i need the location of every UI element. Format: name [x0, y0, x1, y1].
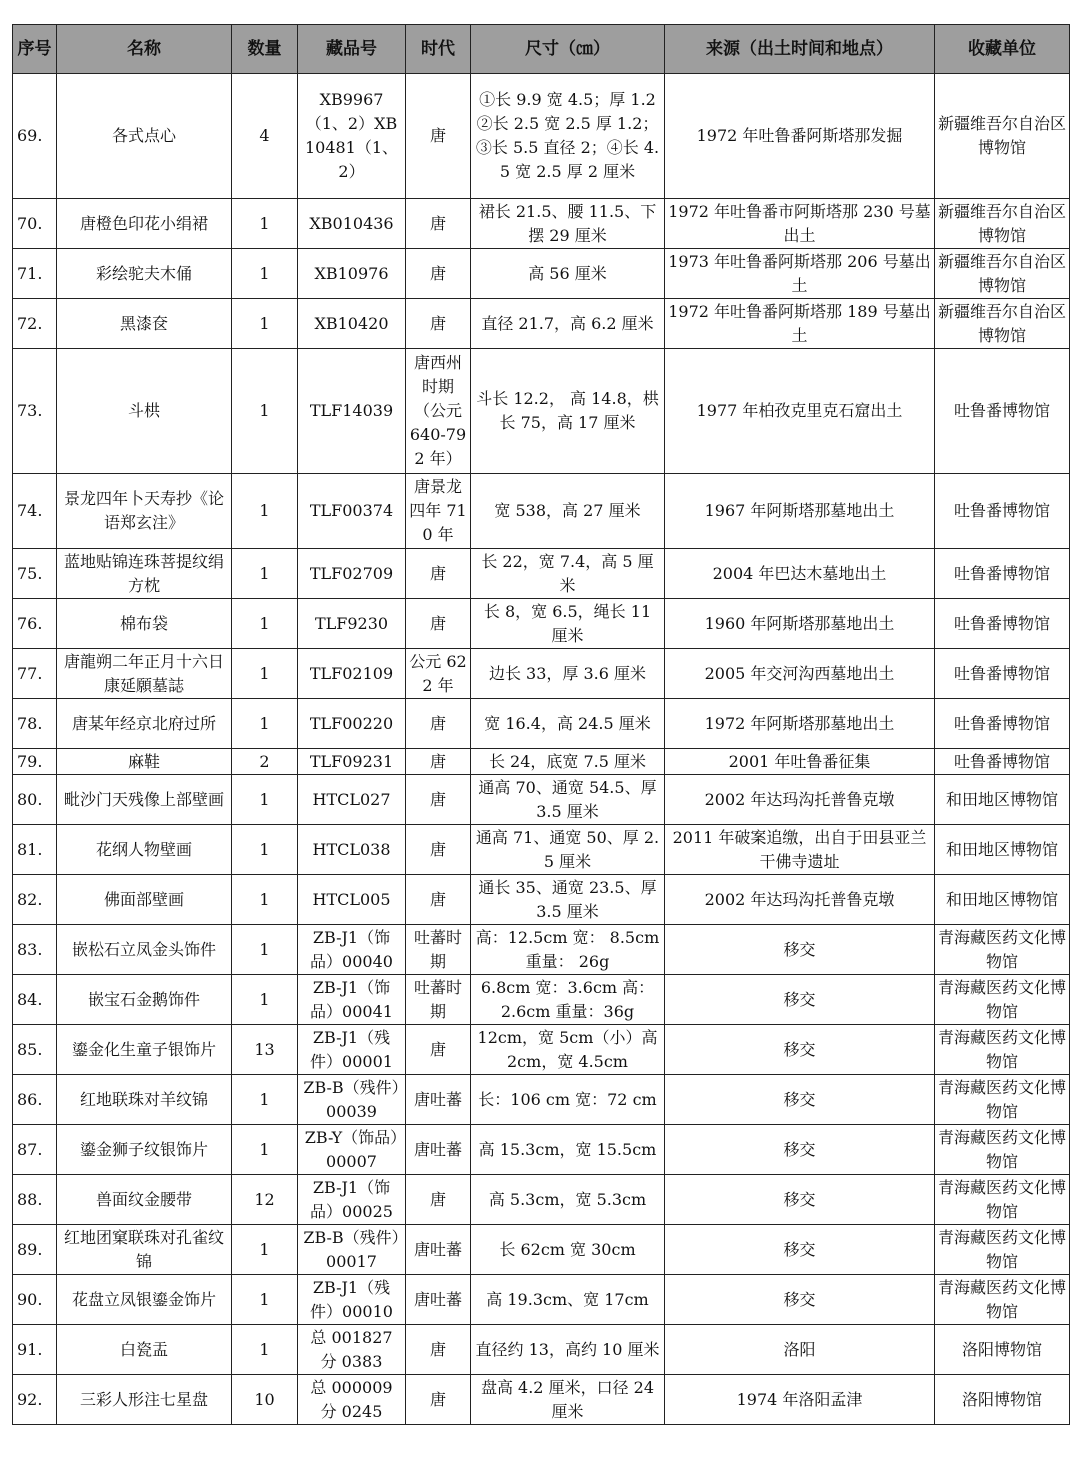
cell-era: 唐 — [406, 825, 471, 875]
table-row — [13, 875, 1070, 925]
cell-source: 1967 年阿斯塔那墓地出土 — [665, 474, 935, 549]
cell-id: HTCL027 — [298, 775, 406, 825]
cell-source: 移交 — [665, 1175, 935, 1225]
col-source-header: 来源（出土时间和地点） — [665, 25, 935, 74]
cell-seq: 81. — [13, 825, 57, 875]
cell-id: TLF09231 — [298, 749, 406, 775]
cell-unit: 吐鲁番博物馆 — [935, 474, 1070, 549]
cell-seq: 89. — [13, 1225, 57, 1275]
cell-source: 1972 年吐鲁番阿斯塔那 189 号墓出土 — [665, 299, 935, 349]
cell-id: XB10976 — [298, 249, 406, 299]
cell-qty: 10 — [232, 1375, 298, 1425]
cell-source: 移交 — [665, 975, 935, 1025]
cell-source: 移交 — [665, 1075, 935, 1125]
cell-unit: 青海藏医药文化博物馆 — [935, 1225, 1070, 1275]
cell-size: 12cm，宽 5cm（小）高 2cm，宽 4.5cm — [471, 1025, 665, 1075]
cell-id: XB010436 — [298, 199, 406, 249]
cell-id: TLF00374 — [298, 474, 406, 549]
cell-id: TLF14039 — [298, 349, 406, 474]
cell-source: 2002 年达玛沟托普鲁克墩 — [665, 875, 935, 925]
cell-name: 唐龍朔二年正月十六日康延願墓誌 — [57, 649, 232, 699]
cell-seq: 72. — [13, 299, 57, 349]
cell-id: TLF02109 — [298, 649, 406, 699]
cell-id: XB9967（1、2）XB10481（1、2） — [298, 74, 406, 199]
table-row — [13, 1175, 1070, 1225]
col-name-header: 名称 — [57, 25, 232, 74]
table-row — [13, 249, 1070, 299]
col-era-header: 时代 — [406, 25, 471, 74]
table-row — [13, 349, 1070, 474]
cell-unit: 吐鲁番博物馆 — [935, 349, 1070, 474]
cell-unit: 和田地区博物馆 — [935, 775, 1070, 825]
table-row — [13, 1025, 1070, 1075]
table-row — [13, 1075, 1070, 1125]
cell-qty: 1 — [232, 649, 298, 699]
cell-qty: 1 — [232, 299, 298, 349]
cell-era: 唐 — [406, 699, 471, 749]
cell-unit: 新疆维吾尔自治区博物馆 — [935, 249, 1070, 299]
cell-qty: 1 — [232, 699, 298, 749]
cell-size: 长 22，宽 7.4，高 5 厘米 — [471, 549, 665, 599]
cell-seq: 73. — [13, 349, 57, 474]
cell-name: 蓝地贴锦连珠菩提纹绢方枕 — [57, 549, 232, 599]
cell-source: 移交 — [665, 1275, 935, 1325]
cell-id: ZB-J1（饰品）00041 — [298, 975, 406, 1025]
table-row — [13, 749, 1070, 775]
table-row — [13, 599, 1070, 649]
table-row — [13, 474, 1070, 549]
cell-seq: 88. — [13, 1175, 57, 1225]
cell-size: 长：106 cm 宽：72 cm — [471, 1075, 665, 1125]
cell-id: 总 000009 分 0245 — [298, 1375, 406, 1425]
cell-name: 佛面部壁画 — [57, 875, 232, 925]
cell-era: 唐 — [406, 199, 471, 249]
cell-unit: 和田地区博物馆 — [935, 875, 1070, 925]
cell-source: 1973 年吐鲁番阿斯塔那 206 号墓出土 — [665, 249, 935, 299]
cell-seq: 70. — [13, 199, 57, 249]
cell-qty: 13 — [232, 1025, 298, 1075]
cell-unit: 吐鲁番博物馆 — [935, 749, 1070, 775]
cell-id: ZB-J1（残件）00001 — [298, 1025, 406, 1075]
cell-name: 彩绘驼夫木俑 — [57, 249, 232, 299]
cell-era: 唐景龙四年 710 年 — [406, 474, 471, 549]
cell-source: 2002 年达玛沟托普鲁克墩 — [665, 775, 935, 825]
cell-id: XB10420 — [298, 299, 406, 349]
cell-qty: 1 — [232, 549, 298, 599]
cell-name: 鎏金化生童子银饰片 — [57, 1025, 232, 1075]
cell-size: 裙长 21.5、腰 11.5、下摆 29 厘米 — [471, 199, 665, 249]
cell-era: 唐 — [406, 875, 471, 925]
cell-seq: 78. — [13, 699, 57, 749]
cell-seq: 74. — [13, 474, 57, 549]
cell-id: ZB-Y（饰品）00007 — [298, 1125, 406, 1175]
table-row — [13, 1225, 1070, 1275]
cell-qty: 1 — [232, 975, 298, 1025]
cell-name: 嵌宝石金鹅饰件 — [57, 975, 232, 1025]
cell-seq: 80. — [13, 775, 57, 825]
cell-source: 2004 年巴达木墓地出土 — [665, 549, 935, 599]
cell-source: 1972 年吐鲁番阿斯塔那发掘 — [665, 74, 935, 199]
cell-id: TLF9230 — [298, 599, 406, 649]
cell-unit: 和田地区博物馆 — [935, 825, 1070, 875]
cell-era: 唐 — [406, 1325, 471, 1375]
cell-size: 直径约 13，高约 10 厘米 — [471, 1325, 665, 1375]
cell-name: 嵌松石立凤金头饰件 — [57, 925, 232, 975]
table-row — [13, 1325, 1070, 1375]
cell-unit: 青海藏医药文化博物馆 — [935, 925, 1070, 975]
cell-name: 各式点心 — [57, 74, 232, 199]
cell-size: 长 8，宽 6.5，绳长 11 厘米 — [471, 599, 665, 649]
cell-qty: 1 — [232, 1075, 298, 1125]
cell-source: 移交 — [665, 1025, 935, 1075]
cell-name: 花盘立凤银鎏金饰片 — [57, 1275, 232, 1325]
cell-seq: 85. — [13, 1025, 57, 1075]
cell-id: ZB-J1（饰品）00040 — [298, 925, 406, 975]
cell-size: 斗长 12.2， 高 14.8，栱长 75，高 17 厘米 — [471, 349, 665, 474]
cell-name: 兽面纹金腰带 — [57, 1175, 232, 1225]
table-row — [13, 299, 1070, 349]
cell-size: 通长 35、通宽 23.5、厚 3.5 厘米 — [471, 875, 665, 925]
cell-seq: 83. — [13, 925, 57, 975]
table-row — [13, 74, 1070, 199]
cell-name: 唐橙色印花小绢裙 — [57, 199, 232, 249]
cell-name: 景龙四年卜天寿抄《论语郑玄注》 — [57, 474, 232, 549]
cell-name: 鎏金狮子纹银饰片 — [57, 1125, 232, 1175]
cell-name: 棉布袋 — [57, 599, 232, 649]
col-id-header: 藏品号 — [298, 25, 406, 74]
cell-qty: 1 — [232, 249, 298, 299]
table-row — [13, 975, 1070, 1025]
cell-source: 2001 年吐鲁番征集 — [665, 749, 935, 775]
cell-era: 唐 — [406, 74, 471, 199]
cell-unit: 吐鲁番博物馆 — [935, 649, 1070, 699]
cell-source: 2011 年破案追缴，出自于田县亚兰干佛寺遗址 — [665, 825, 935, 875]
cell-seq: 86. — [13, 1075, 57, 1125]
cell-era: 唐 — [406, 299, 471, 349]
cell-era: 唐 — [406, 1375, 471, 1425]
cell-size: 高 15.3cm，宽 15.5cm — [471, 1125, 665, 1175]
cell-seq: 87. — [13, 1125, 57, 1175]
cell-size: 高 56 厘米 — [471, 249, 665, 299]
cell-seq: 90. — [13, 1275, 57, 1325]
cell-era: 唐 — [406, 749, 471, 775]
cell-seq: 77. — [13, 649, 57, 699]
cell-size: 宽 538，高 27 厘米 — [471, 474, 665, 549]
cell-name: 红地团窠联珠对孔雀纹锦 — [57, 1225, 232, 1275]
cell-seq: 79. — [13, 749, 57, 775]
cell-id: TLF00220 — [298, 699, 406, 749]
cell-unit: 新疆维吾尔自治区博物馆 — [935, 299, 1070, 349]
table-row — [13, 549, 1070, 599]
cell-size: 宽 16.4，高 24.5 厘米 — [471, 699, 665, 749]
cell-size: 高：12.5cm 宽： 8.5cm 重量： 26g — [471, 925, 665, 975]
cell-size: ①长 9.9 宽 4.5；厚 1.2 ②长 2.5 宽 2.5 厚 1.2；③长 5.5 直径 2；④长 4.5 宽 2.5 厚 2 厘米 — [471, 74, 665, 199]
cell-qty: 1 — [232, 925, 298, 975]
cell-size: 长 24，底宽 7.5 厘米 — [471, 749, 665, 775]
cell-qty: 1 — [232, 349, 298, 474]
cell-id: HTCL005 — [298, 875, 406, 925]
col-seq-header: 序号 — [13, 25, 57, 74]
cell-unit: 青海藏医药文化博物馆 — [935, 1025, 1070, 1075]
cell-source: 1977 年柏孜克里克石窟出土 — [665, 349, 935, 474]
cell-qty: 1 — [232, 599, 298, 649]
cell-seq: 71. — [13, 249, 57, 299]
cell-seq: 91. — [13, 1325, 57, 1375]
table-row — [13, 775, 1070, 825]
cell-source: 1960 年阿斯塔那墓地出土 — [665, 599, 935, 649]
cell-era: 唐吐蕃 — [406, 1225, 471, 1275]
cell-source: 洛阳 — [665, 1325, 935, 1375]
cell-qty: 1 — [232, 775, 298, 825]
cell-source: 1972 年吐鲁番市阿斯塔那 230 号墓出土 — [665, 199, 935, 249]
col-qty-header: 数量 — [232, 25, 298, 74]
cell-qty: 1 — [232, 875, 298, 925]
table-row — [13, 199, 1070, 249]
cell-unit: 新疆维吾尔自治区博物馆 — [935, 199, 1070, 249]
table-row — [13, 925, 1070, 975]
cell-size: 通高 71、通宽 50、厚 2.5 厘米 — [471, 825, 665, 875]
cell-unit: 吐鲁番博物馆 — [935, 699, 1070, 749]
table-row — [13, 699, 1070, 749]
cell-qty: 1 — [232, 1125, 298, 1175]
relics-table — [12, 24, 1070, 1425]
cell-seq: 84. — [13, 975, 57, 1025]
cell-id: TLF02709 — [298, 549, 406, 599]
col-size-header: 尺寸（㎝） — [471, 25, 665, 74]
cell-era: 唐 — [406, 1025, 471, 1075]
cell-era: 唐吐蕃 — [406, 1275, 471, 1325]
cell-seq: 69. — [13, 74, 57, 199]
cell-unit: 洛阳博物馆 — [935, 1375, 1070, 1425]
cell-size: 盘高 4.2 厘米，口径 24 厘米 — [471, 1375, 665, 1425]
cell-qty: 1 — [232, 825, 298, 875]
cell-era: 吐蕃时期 — [406, 925, 471, 975]
cell-seq: 76. — [13, 599, 57, 649]
cell-era: 唐吐蕃 — [406, 1075, 471, 1125]
cell-unit: 洛阳博物馆 — [935, 1325, 1070, 1375]
table-row — [13, 1275, 1070, 1325]
cell-source: 移交 — [665, 925, 935, 975]
table-row — [13, 1125, 1070, 1175]
table-row — [13, 825, 1070, 875]
cell-unit: 青海藏医药文化博物馆 — [935, 1125, 1070, 1175]
table-row — [13, 1375, 1070, 1425]
cell-era: 唐 — [406, 549, 471, 599]
cell-size: 高 5.3cm，宽 5.3cm — [471, 1175, 665, 1225]
cell-name: 白瓷盂 — [57, 1325, 232, 1375]
cell-unit: 吐鲁番博物馆 — [935, 599, 1070, 649]
cell-name: 斗栱 — [57, 349, 232, 474]
cell-size: 通高 70、通宽 54.5、厚 3.5 厘米 — [471, 775, 665, 825]
cell-name: 花纲人物壁画 — [57, 825, 232, 875]
cell-id: ZB-B（残件）00039 — [298, 1075, 406, 1125]
cell-era: 吐蕃时期 — [406, 975, 471, 1025]
cell-id: ZB-B（残件）00017 — [298, 1225, 406, 1275]
cell-name: 黑漆奁 — [57, 299, 232, 349]
cell-name: 三彩人形注七星盘 — [57, 1375, 232, 1425]
cell-id: 总 001827 分 0383 — [298, 1325, 406, 1375]
cell-qty: 1 — [232, 1325, 298, 1375]
cell-era: 唐 — [406, 599, 471, 649]
cell-size: 直径 21.7，高 6.2 厘米 — [471, 299, 665, 349]
cell-size: 高 19.3cm、宽 17cm — [471, 1275, 665, 1325]
header-row — [13, 25, 1070, 74]
cell-qty: 1 — [232, 474, 298, 549]
cell-era: 唐 — [406, 249, 471, 299]
table-body — [13, 74, 1070, 1425]
cell-name: 毗沙门天残像上部壁画 — [57, 775, 232, 825]
cell-id: ZB-J1（饰品）00025 — [298, 1175, 406, 1225]
cell-name: 麻鞋 — [57, 749, 232, 775]
cell-source: 1972 年阿斯塔那墓地出土 — [665, 699, 935, 749]
cell-era: 唐 — [406, 775, 471, 825]
cell-id: HTCL038 — [298, 825, 406, 875]
cell-source: 1974 年洛阳孟津 — [665, 1375, 935, 1425]
cell-unit: 青海藏医药文化博物馆 — [935, 975, 1070, 1025]
cell-qty: 4 — [232, 74, 298, 199]
cell-unit: 新疆维吾尔自治区博物馆 — [935, 74, 1070, 199]
cell-size: 6.8cm 宽：3.6cm 高：2.6cm 重量：36g — [471, 975, 665, 1025]
cell-qty: 2 — [232, 749, 298, 775]
cell-era: 唐西州时期（公元 640-792 年） — [406, 349, 471, 474]
cell-unit: 吐鲁番博物馆 — [935, 549, 1070, 599]
cell-source: 2005 年交河沟西墓地出土 — [665, 649, 935, 699]
cell-unit: 青海藏医药文化博物馆 — [935, 1275, 1070, 1325]
cell-unit: 青海藏医药文化博物馆 — [935, 1075, 1070, 1125]
cell-era: 公元 622 年 — [406, 649, 471, 699]
cell-seq: 92. — [13, 1375, 57, 1425]
cell-unit: 青海藏医药文化博物馆 — [935, 1175, 1070, 1225]
cell-seq: 75. — [13, 549, 57, 599]
table-row — [13, 649, 1070, 699]
cell-qty: 12 — [232, 1175, 298, 1225]
cell-id: ZB-J1（残件）00010 — [298, 1275, 406, 1325]
cell-size: 边长 33，厚 3.6 厘米 — [471, 649, 665, 699]
col-unit-header: 收藏单位 — [935, 25, 1070, 74]
cell-source: 移交 — [665, 1225, 935, 1275]
cell-era: 唐 — [406, 1175, 471, 1225]
cell-qty: 1 — [232, 1275, 298, 1325]
cell-qty: 1 — [232, 199, 298, 249]
cell-qty: 1 — [232, 1225, 298, 1275]
cell-name: 唐某年经京北府过所 — [57, 699, 232, 749]
cell-seq: 82. — [13, 875, 57, 925]
cell-name: 红地联珠对羊纹锦 — [57, 1075, 232, 1125]
cell-size: 长 62cm 宽 30cm — [471, 1225, 665, 1275]
cell-source: 移交 — [665, 1125, 935, 1175]
cell-era: 唐吐蕃 — [406, 1125, 471, 1175]
